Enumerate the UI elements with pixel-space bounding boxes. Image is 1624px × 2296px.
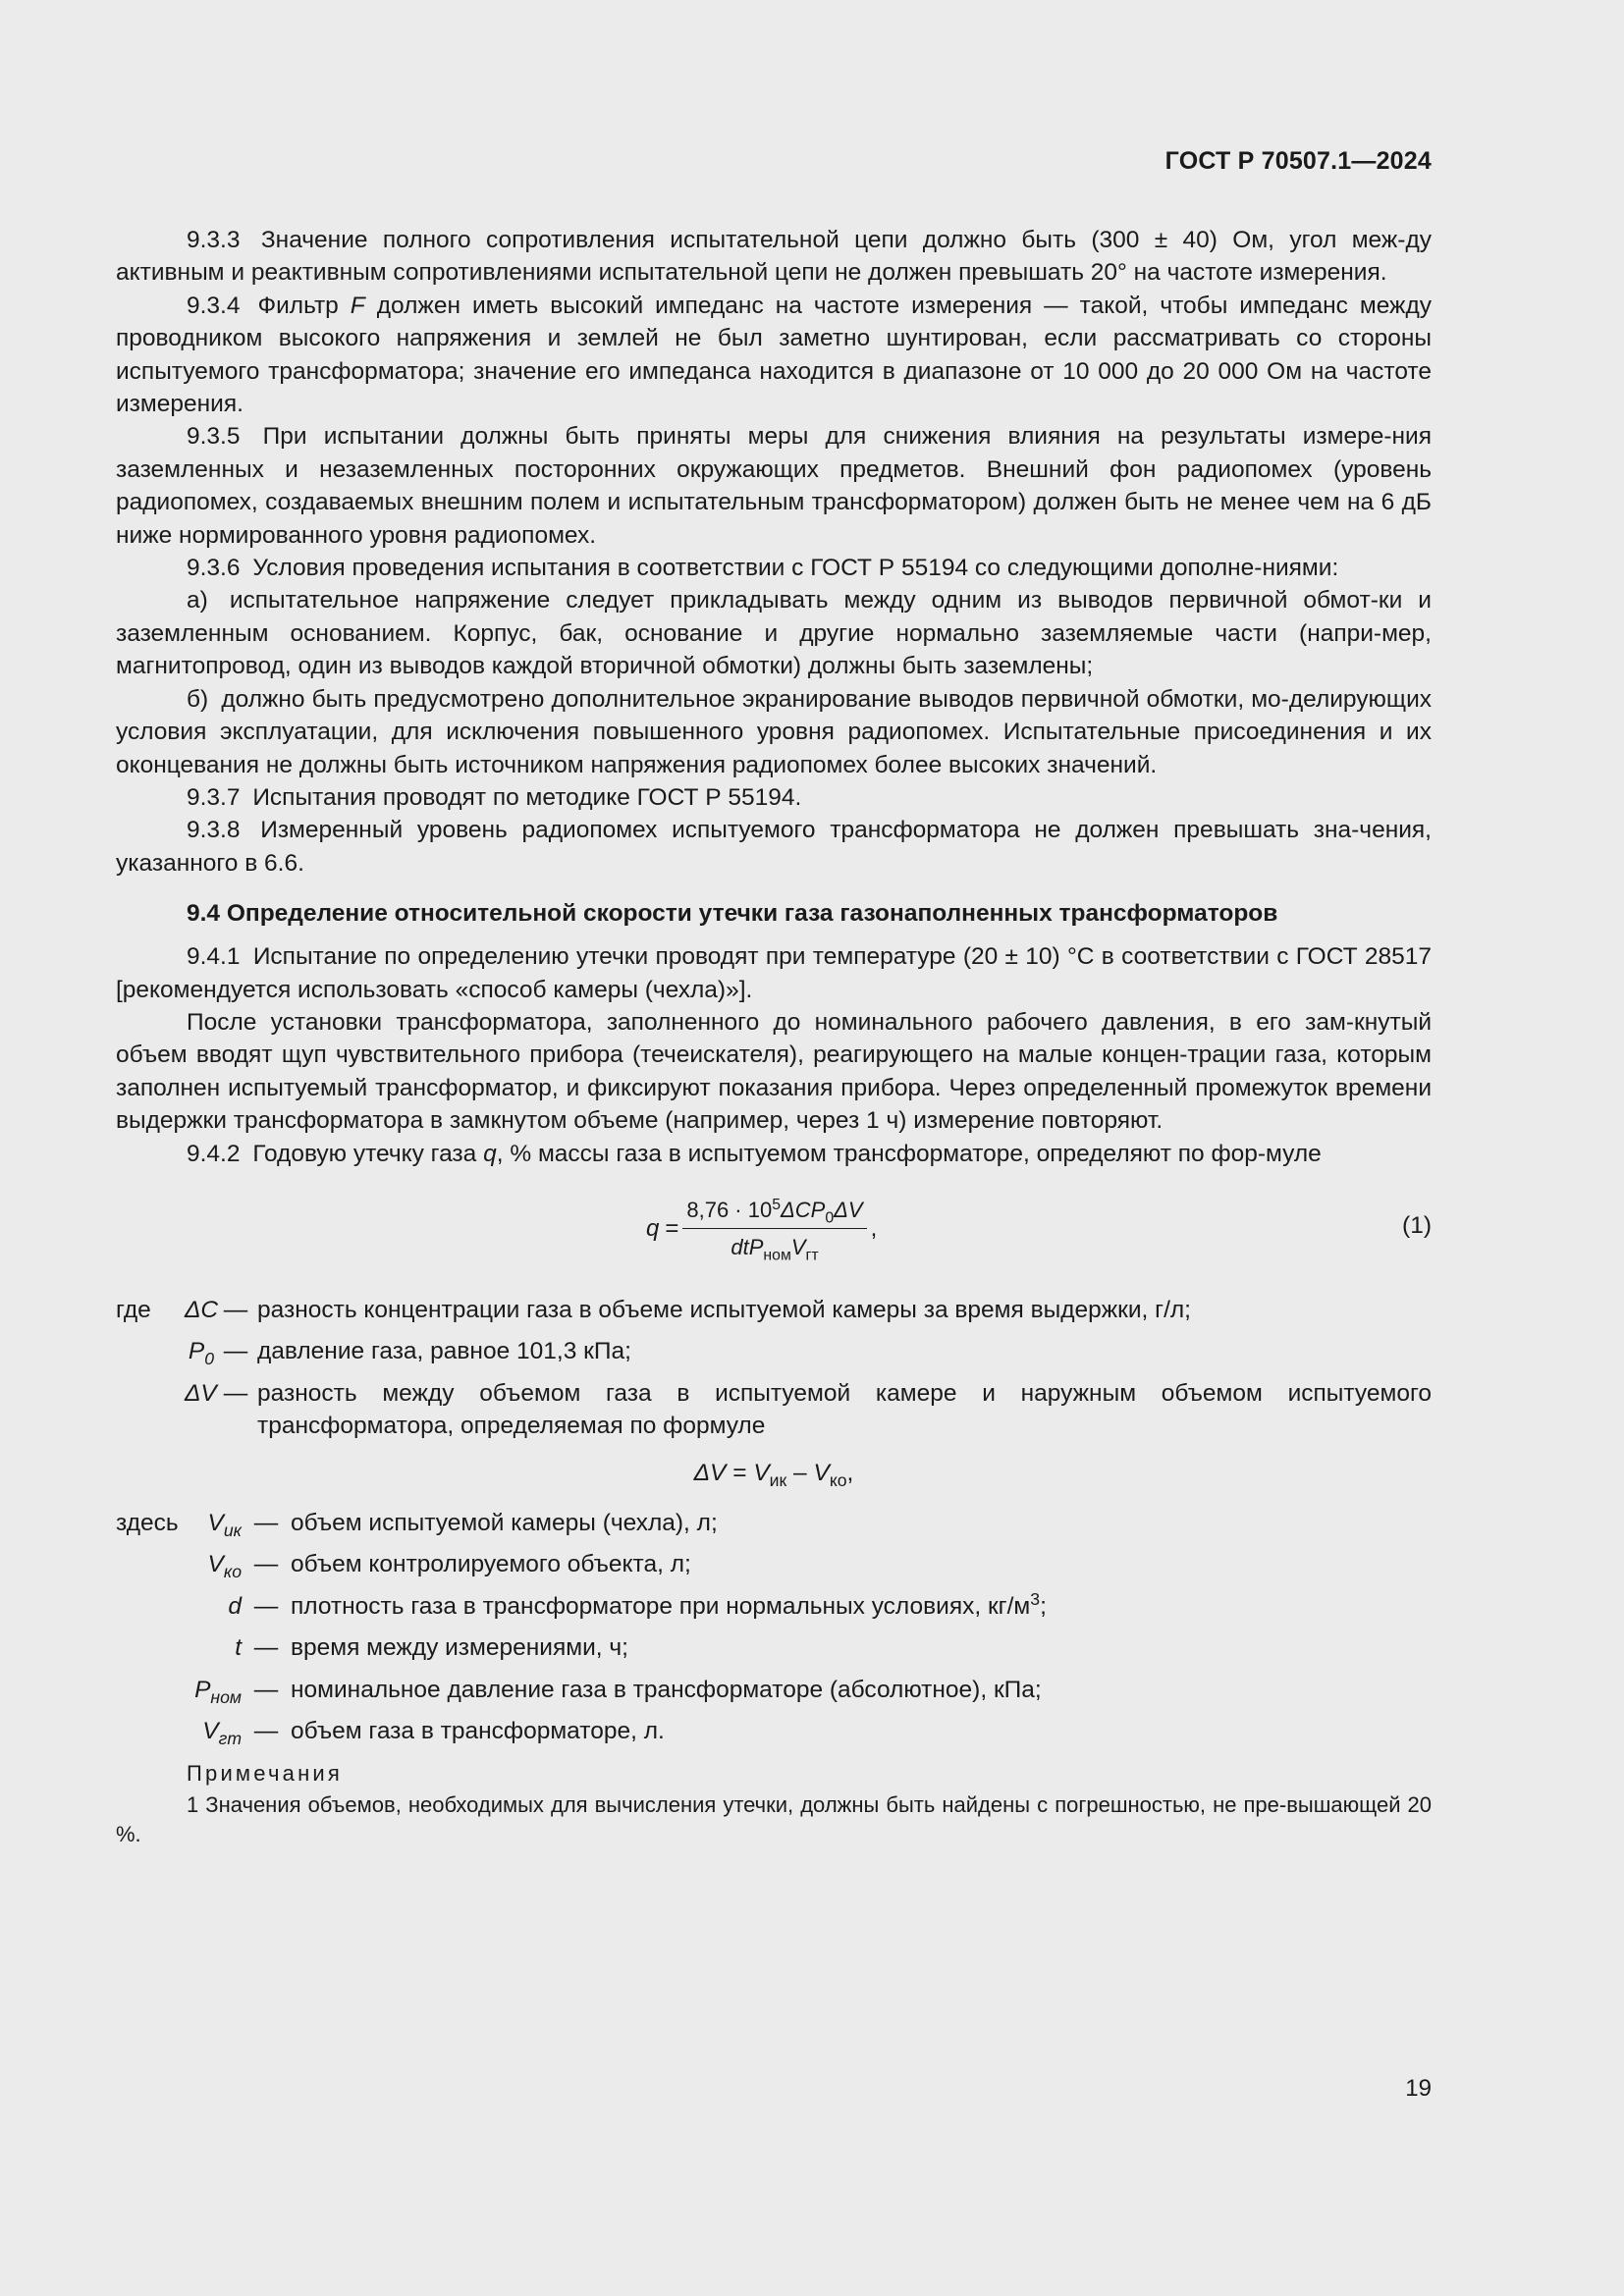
paragraph-9-4-1 xyxy=(116,940,1432,1006)
symbol-subscript: ик xyxy=(223,1521,242,1541)
formula-number: (1) xyxy=(1402,1211,1432,1239)
clause-number: 9.3.6 xyxy=(187,555,241,582)
definition-row xyxy=(116,1294,1432,1326)
paragraph-text: При испытании должны быть приняты меры для снижения влияния на результаты измере-ния заземленных и незаземленных посторонних окружающих предметов. Внешний фон радиопомех (уровень радиопомех, создаваемых внешним полем и испытательным трансформатором) должен быть не менее чем на 6 дБ ниже нормированного уровня радиопомех. xyxy=(116,423,1432,549)
symbol-text: t xyxy=(235,1634,242,1662)
formula-expression xyxy=(646,1194,877,1264)
clause-number: 9.3.4 xyxy=(187,292,241,319)
paragraph-text: Измеренный уровень радиопомех испытуемого трансформатора не должен превышать зна-чения, указанного в 6.6. xyxy=(116,817,1432,877)
paragraph-9-3-7 xyxy=(116,781,1432,814)
definition-symbol xyxy=(194,1590,242,1623)
definition-dash: — xyxy=(223,1379,248,1407)
clause-number: 9.3.7 xyxy=(187,783,241,811)
formula-subscript: ик xyxy=(769,1469,787,1490)
definition-symbol xyxy=(194,1548,242,1580)
symbol-text: V xyxy=(202,1718,219,1745)
symbol-text: V xyxy=(207,1510,224,1536)
symbol-subscript: 0 xyxy=(204,1349,214,1369)
definition-symbol xyxy=(185,1335,214,1367)
paragraph-text: После установки трансформатора, заполненного до номинального рабочего давления, в его зам-кнутый объем вводят щуп чувствительного прибора (течеискателя), реагирующего на малые концен-трации газа, которым заполнен испытуемый трансформатор, и фиксируют показания прибора. Через определенный промежуток времени выдержки трансформатора в замкнутом объеме (например, через 1 ч) измерение повторяют. xyxy=(116,1008,1432,1135)
definition-dash: — xyxy=(253,1676,279,1703)
symbol-text: P xyxy=(194,1676,211,1703)
numerator-tail: ΔV xyxy=(834,1197,863,1222)
formula-lhs: q xyxy=(646,1215,660,1243)
numerator-exponent: 5 xyxy=(772,1197,782,1214)
document-header: ГОСТ Р 70507.1—2024 xyxy=(1164,147,1432,175)
unit-exponent: 3 xyxy=(1030,1589,1041,1609)
paragraph-text: Условия проведения испытания в соответствии с ГОСТ Р 55194 со следующими дополне-ниями: xyxy=(252,555,1339,582)
definition-row xyxy=(116,1715,1432,1747)
definition-text: разность между объемом газа в испытуемой камере и наружным объемом испытуемого трансформатора, определяемая по формуле xyxy=(257,1379,1432,1440)
paragraph-text: Значение полного сопротивления испытательной цепи должно быть (300 ± 40) Ом, угол меж-ду активным и реактивным сопротивлениями испытательной цепи не должен превышать 20° на частоте измерения. xyxy=(116,227,1432,287)
definition-text: разность концентрации газа в объеме испытуемой камеры за время выдержки, г/л; xyxy=(257,1296,1191,1323)
symbol-text: V xyxy=(207,1551,224,1578)
formula-comma: , xyxy=(870,1215,878,1243)
paragraph-9-3-5 xyxy=(116,420,1432,552)
clause-number: 9.3.8 xyxy=(187,817,241,844)
definition-text xyxy=(291,1590,1432,1623)
definition-symbol xyxy=(194,1631,242,1664)
paragraph-text: , % массы газа в испытуемом трансформаторе, определяют по фор-муле xyxy=(496,1140,1322,1167)
symbol-subscript: ном xyxy=(210,1686,242,1707)
notes-heading: Примечания xyxy=(187,1761,344,1787)
definition-symbol xyxy=(185,1377,217,1410)
definition-text: номинальное давление газа в трансформаторе (абсолютное), кПа; xyxy=(291,1676,1042,1703)
definition-row xyxy=(116,1377,1432,1443)
definition-row xyxy=(116,1674,1432,1706)
definition-text: объем контролируемого объекта, л; xyxy=(291,1551,691,1578)
definition-symbol xyxy=(194,1715,242,1747)
paragraph-text: Годовую утечку газа xyxy=(252,1140,484,1167)
numerator-terms: ΔCP xyxy=(781,1197,826,1222)
definition-dash: — xyxy=(253,1592,279,1620)
symbol-text: ΔV xyxy=(185,1379,217,1407)
symbol-text: ΔC xyxy=(185,1296,219,1323)
definition-lead: здесь xyxy=(116,1510,179,1536)
clause-number: 9.3.3 xyxy=(187,227,241,253)
section-heading-9-4: 9.4 Определение относительной скорости утечки газа газонаполненных трансформаторов xyxy=(187,900,1278,928)
definition-text-tail: ; xyxy=(1040,1592,1047,1620)
page-number: 19 xyxy=(1405,2075,1432,2102)
formula-delta-v xyxy=(116,1457,1432,1489)
definition-dash: — xyxy=(223,1338,248,1365)
denominator-terms: dtP xyxy=(731,1235,764,1260)
paragraph-9-4-2 xyxy=(116,1138,1432,1170)
formula-equals: = xyxy=(726,1459,754,1486)
definition-dash: — xyxy=(253,1551,279,1578)
numerator-subscript: 0 xyxy=(825,1209,835,1227)
definition-dash: — xyxy=(253,1634,279,1662)
definition-symbol xyxy=(194,1674,242,1706)
formula-denominator xyxy=(731,1229,818,1263)
paragraph-text: должно быть предусмотрено дополнительное экранирование выводов первичной обмотки, мо-делирующих условия эксплуатации, для исключения повышенного уровня радиопомех. Испытательные присоединения и их оконцевания не должны быть источником напряжения радиопомех более высоких значений. xyxy=(116,685,1433,778)
denominator-subscript: гт xyxy=(805,1247,819,1264)
formula-subscript: ко xyxy=(829,1469,847,1490)
definition-text: объем испытуемой камеры (чехла), л; xyxy=(291,1510,718,1536)
formula-delta-v-lhs: ΔV xyxy=(693,1459,727,1486)
paragraph-text: испытательное напряжение следует прикладывать между одним из выводов первичной обмот-ки и заземленным основанием. Корпус, бак, основание и другие нормально заземляемые части (напри-мер, магнитопровод, один из выводов каждой вторичной обмотки) должны быть заземлены; xyxy=(116,587,1432,680)
definition-row xyxy=(116,1548,1432,1580)
definition-row xyxy=(116,1631,1432,1664)
clause-number: 9.3.5 xyxy=(187,423,241,451)
paragraph-9-3-6 xyxy=(116,552,1432,584)
definitions-list xyxy=(116,1294,1432,1443)
list-marker: б) xyxy=(187,685,209,713)
definition-symbol xyxy=(194,1507,242,1539)
definition-lead: где xyxy=(116,1296,151,1323)
definition-row xyxy=(116,1335,1432,1367)
numerator-coefficient: 8,76 · 10 xyxy=(686,1197,773,1222)
document-body xyxy=(116,224,1432,1849)
paragraph-text: должен иметь высокий импеданс на частоте измерения — такой, чтобы импеданс между проводником высокого напряжения и землей не был заметно шунтирован, если рассматривать со стороны испытуемого трансформатора; значение его импеданса находится в диапазоне от 10 000 до 20 000 Ом на частоте измерения. xyxy=(116,292,1432,418)
list-marker: а) xyxy=(187,587,208,614)
definition-text: давление газа, равное 101,3 кПа; xyxy=(257,1338,631,1365)
symbol-text: d xyxy=(228,1592,242,1620)
definition-text: объем газа в трансформаторе, л. xyxy=(291,1718,665,1745)
paragraph-text: Испытания проводят по методике ГОСТ Р 55194. xyxy=(252,783,802,811)
formula-fraction xyxy=(682,1194,866,1264)
denominator-volume: V xyxy=(790,1235,806,1260)
definition-text: время между измерениями, ч; xyxy=(291,1634,628,1662)
symbol-text: P xyxy=(188,1338,205,1365)
formula-numerator xyxy=(682,1194,866,1229)
definition-dash: — xyxy=(253,1510,279,1536)
definitions-list-2 xyxy=(116,1507,1432,1747)
list-item-b xyxy=(116,683,1432,781)
clause-number: 9.4.1 xyxy=(187,943,241,971)
definition-dash: — xyxy=(253,1718,279,1745)
filter-symbol: F xyxy=(350,292,365,319)
paragraph-procedure xyxy=(116,1006,1432,1138)
definition-dash: — xyxy=(223,1296,248,1323)
definition-row xyxy=(116,1590,1432,1623)
definition-symbol xyxy=(185,1294,219,1326)
formula-1 xyxy=(116,1176,1432,1284)
paragraph-9-3-8 xyxy=(116,814,1432,880)
note-item: 1 Значения объемов, необходимых для вычисления утечки, должны быть найдены с погрешностью, не пре-вышающей 20 %. xyxy=(116,1791,1432,1846)
symbol-subscript: ко xyxy=(223,1562,242,1582)
formula-v-ik: V xyxy=(753,1459,770,1486)
denominator-subscript: ном xyxy=(763,1247,791,1264)
definition-text-main: плотность газа в трансформаторе при нормальных условиях, кг/м xyxy=(291,1592,1031,1620)
clause-number: 9.4.2 xyxy=(187,1140,241,1167)
formula-comma: , xyxy=(846,1459,854,1486)
paragraph-9-3-3 xyxy=(116,224,1432,290)
paragraph-9-3-4 xyxy=(116,290,1432,421)
symbol-subscript: гт xyxy=(218,1729,242,1749)
definition-row xyxy=(116,1507,1432,1539)
paragraph-text: Испытание по определению утечки проводят при температуре (20 ± 10) °С в соответствии с ГОСТ 28517 [рекомендуется использовать «способ камеры (чехла)»]. xyxy=(116,943,1432,1003)
variable-q: q xyxy=(483,1140,497,1167)
formula-equals: = xyxy=(665,1215,679,1243)
paragraph-text: Фильтр xyxy=(257,292,351,319)
formula-minus: – xyxy=(786,1459,814,1486)
document-page xyxy=(116,0,1432,2296)
formula-v-ko: V xyxy=(813,1459,830,1486)
list-item-a xyxy=(116,584,1432,682)
